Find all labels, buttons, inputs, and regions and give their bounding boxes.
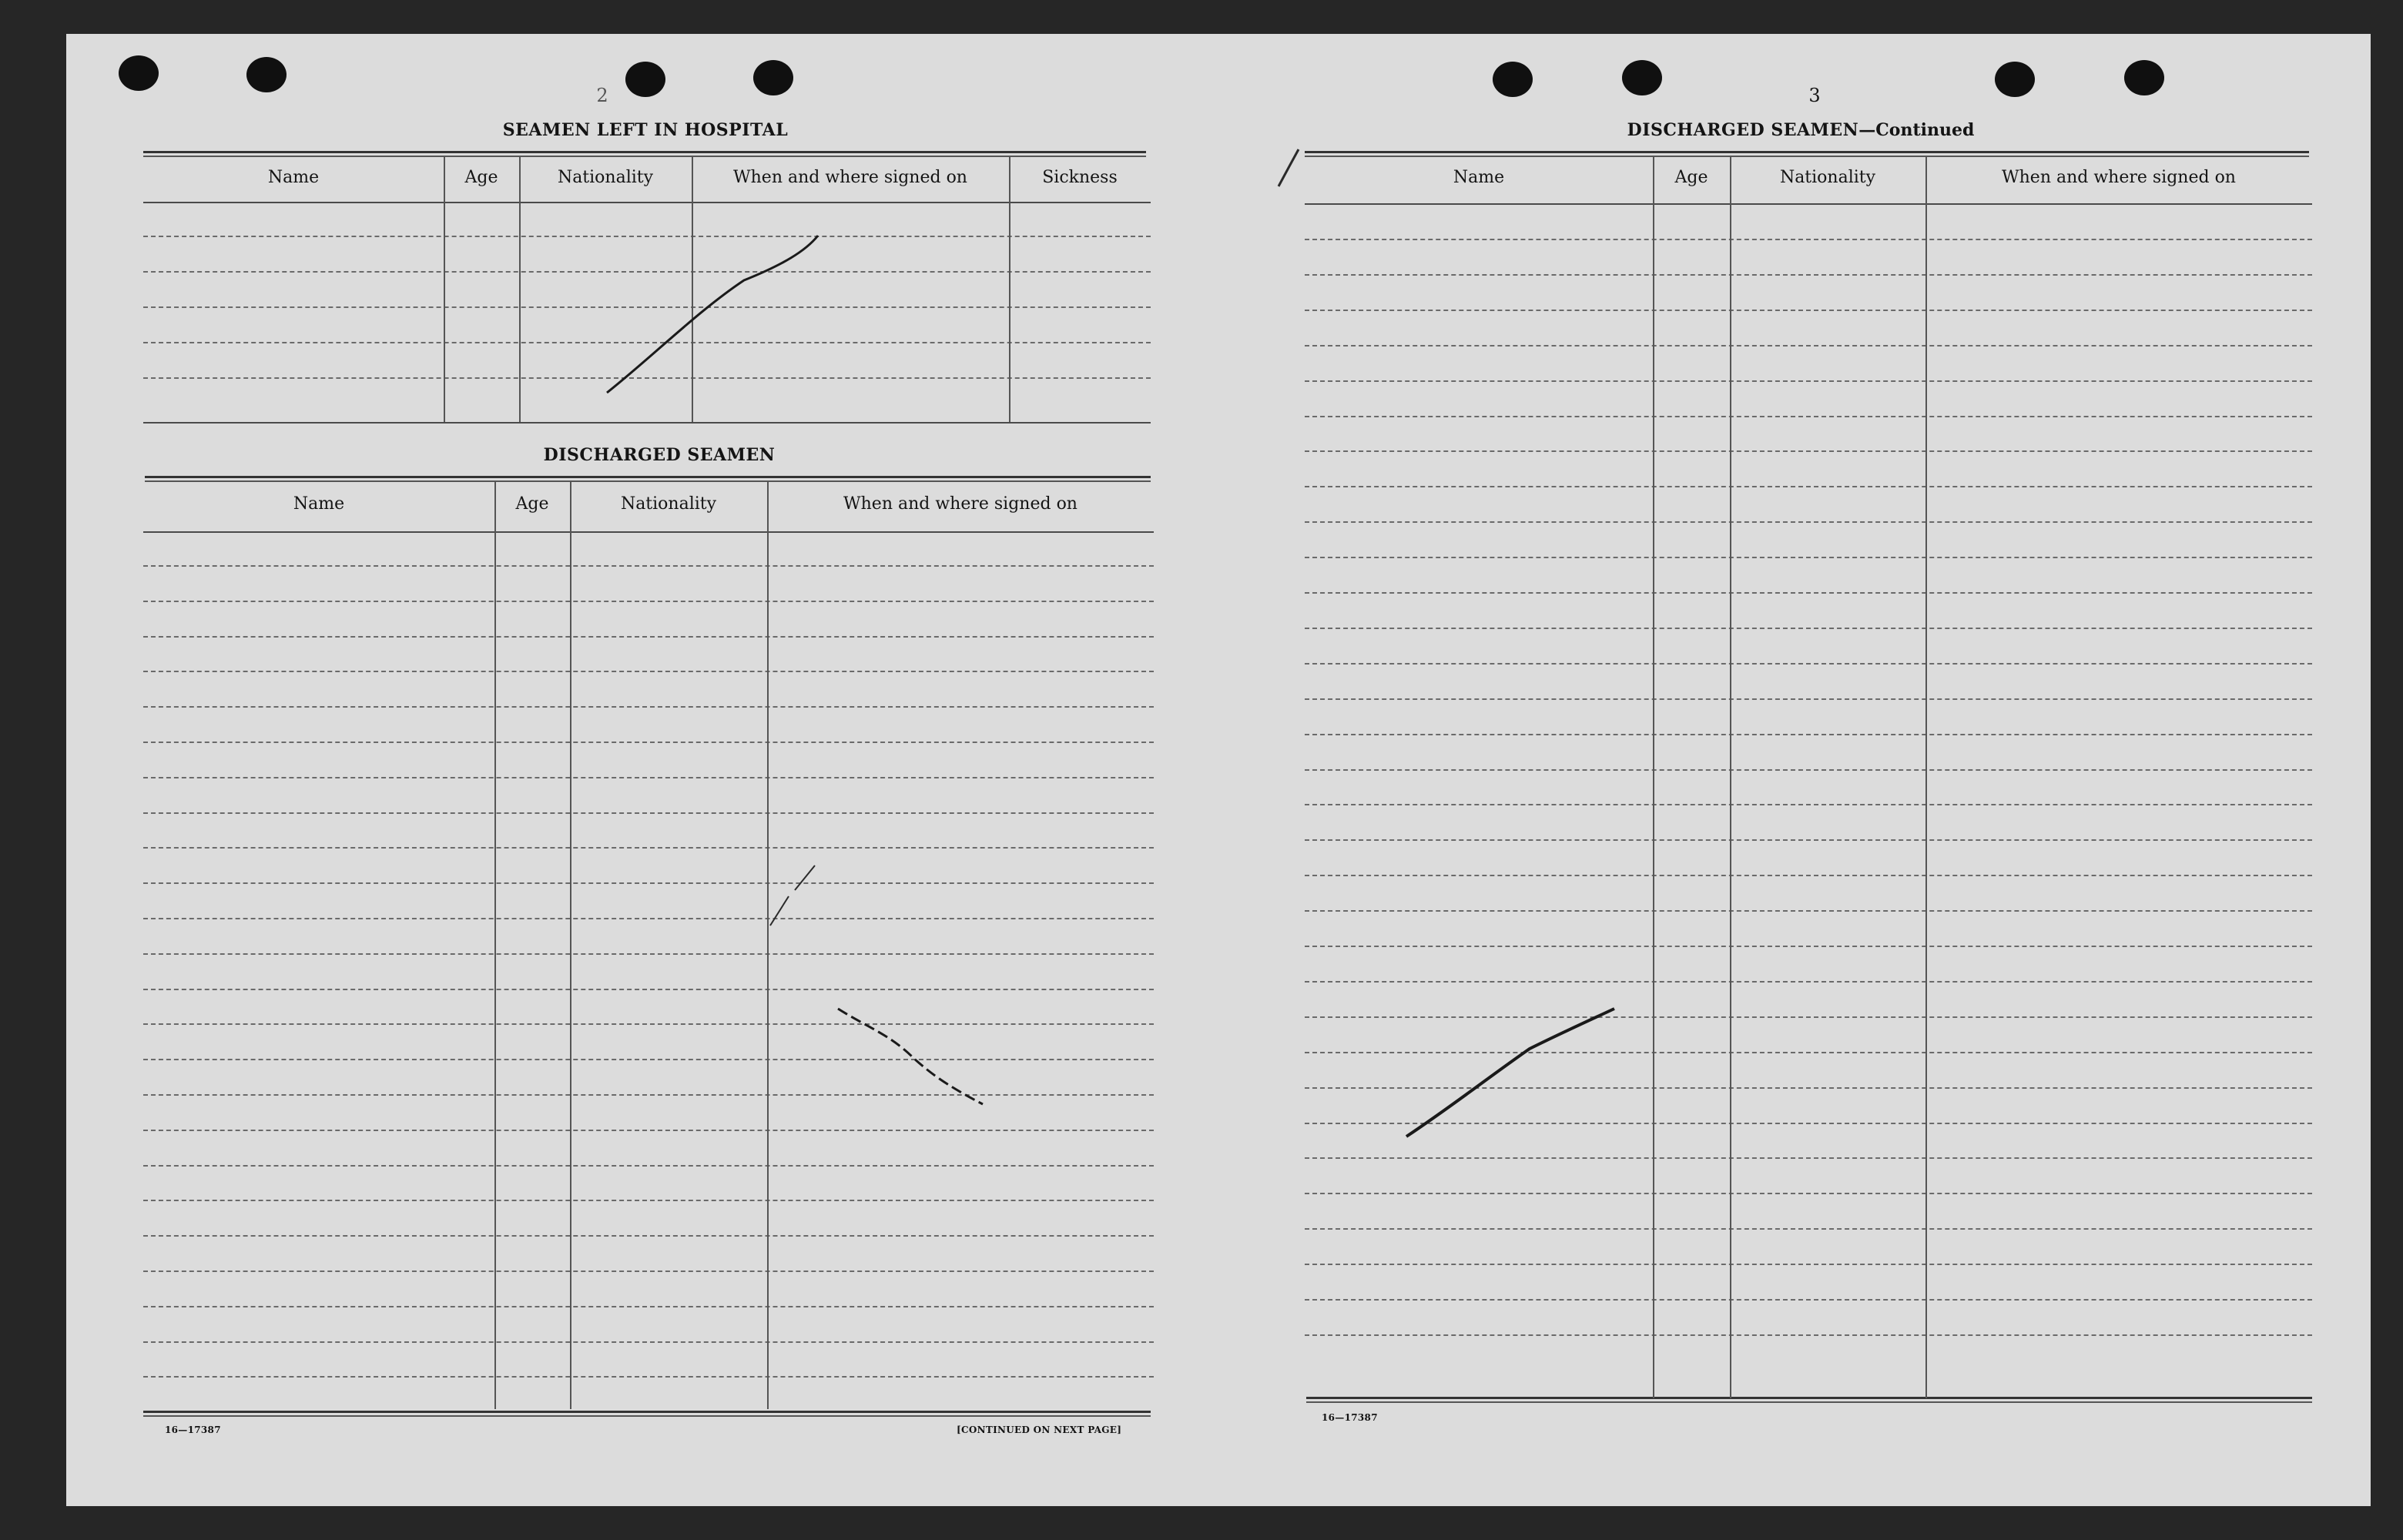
- column-divider: [1653, 156, 1654, 1398]
- column-header-nationality: Nationality: [1779, 168, 1876, 187]
- table-row: [1305, 1123, 2312, 1124]
- column-header-age: Age: [515, 494, 549, 514]
- form-number: 16—17387: [165, 1424, 221, 1435]
- column-header-nationality: Nationality: [620, 494, 717, 514]
- table-row: [1305, 946, 2312, 947]
- column-header-signed-on: When and where signed on: [2002, 168, 2236, 187]
- table-row: [143, 1376, 1154, 1378]
- table-row: [1305, 1228, 2312, 1230]
- table-row: [1305, 521, 2312, 523]
- punch-hole: [625, 62, 665, 97]
- punch-hole: [1995, 62, 2035, 97]
- column-header-name: Name: [267, 168, 320, 187]
- column-header-nationality: Nationality: [557, 168, 654, 187]
- table-row: [1305, 486, 2312, 487]
- column-divider: [767, 480, 769, 1409]
- table-row: [1305, 628, 2312, 629]
- table-row: [143, 342, 1151, 343]
- table-row: [1305, 1264, 2312, 1265]
- table-row: [143, 636, 1154, 638]
- form-number: 16—17387: [1322, 1412, 1378, 1423]
- punch-hole: [246, 57, 287, 92]
- table-row: [1305, 274, 2312, 276]
- table-row: [143, 812, 1154, 814]
- table-row: [1305, 734, 2312, 735]
- table-row: [143, 236, 1151, 237]
- table-row: [1305, 1193, 2312, 1194]
- table-row: [1305, 839, 2312, 841]
- column-header-name: Name: [1453, 168, 1505, 187]
- table-row: [143, 1094, 1154, 1096]
- table-row: [1305, 1087, 2312, 1089]
- punch-hole: [119, 55, 159, 91]
- scanned-form-spread: [66, 34, 2371, 1506]
- punch-hole: [2124, 60, 2164, 95]
- column-divider: [1730, 156, 1731, 1398]
- column-divider: [1009, 156, 1010, 422]
- table-row: [143, 1165, 1154, 1167]
- section-rule: [1305, 151, 2309, 157]
- column-header-signed-on: When and where signed on: [733, 168, 967, 187]
- table-row: [143, 601, 1154, 602]
- section-title: DISCHARGED SEAMEN: [543, 445, 776, 465]
- table-row: [1305, 875, 2312, 876]
- section-title-suffix: —Continued: [1858, 120, 1975, 140]
- table-row: [143, 1130, 1154, 1131]
- table-row: [1305, 1334, 2312, 1336]
- table-bottom-rule: [1306, 1397, 2312, 1403]
- section-rule: [145, 476, 1151, 482]
- column-divider: [494, 480, 496, 1409]
- table-row: [1305, 310, 2312, 311]
- table-row: [143, 1200, 1154, 1201]
- table-row: [143, 882, 1154, 884]
- table-row: [1305, 698, 2312, 700]
- column-divider: [570, 480, 571, 1409]
- table-row: [1305, 416, 2312, 417]
- section-title-main: DISCHARGED SEAMEN: [1627, 120, 1859, 140]
- section-rule: [143, 151, 1146, 157]
- section-title: [1627, 120, 1975, 140]
- table-row: [1305, 345, 2312, 346]
- column-divider: [519, 156, 521, 422]
- header-rule: [1305, 203, 2312, 205]
- continued-note: [CONTINUED ON NEXT PAGE]: [957, 1424, 1122, 1435]
- header-rule: [143, 202, 1151, 203]
- column-header-age: Age: [464, 168, 498, 187]
- header-rule: [143, 531, 1154, 533]
- table-bottom-rule: [143, 422, 1151, 424]
- table-row: [1305, 1299, 2312, 1301]
- table-row: [1305, 769, 2312, 771]
- table-row: [143, 1023, 1154, 1025]
- table-row: [143, 1306, 1154, 1307]
- punch-hole: [753, 60, 793, 95]
- table-row: [1305, 450, 2312, 452]
- table-row: [143, 706, 1154, 708]
- table-row: [143, 918, 1154, 919]
- page-number: 2: [596, 85, 608, 106]
- column-header-sickness: Sickness: [1042, 168, 1118, 187]
- table-row: [1305, 1016, 2312, 1018]
- punch-hole: [1622, 60, 1662, 95]
- table-row: [143, 377, 1151, 379]
- table-bottom-rule: [143, 1411, 1151, 1417]
- table-row: [143, 671, 1154, 672]
- table-row: [143, 742, 1154, 743]
- table-row: [1305, 910, 2312, 912]
- column-divider: [444, 156, 445, 422]
- column-header-name: Name: [293, 494, 345, 514]
- table-row: [143, 271, 1151, 273]
- table-row: [1305, 804, 2312, 805]
- table-row: [143, 777, 1154, 778]
- table-row: [143, 565, 1154, 567]
- table-row: [1305, 663, 2312, 665]
- punch-hole: [1493, 62, 1533, 97]
- table-row: [143, 989, 1154, 990]
- table-row: [1305, 592, 2312, 594]
- column-header-age: Age: [1674, 168, 1708, 187]
- column-divider: [1925, 156, 1927, 1398]
- table-row: [1305, 380, 2312, 382]
- table-row: [143, 1270, 1154, 1272]
- table-row: [143, 1341, 1154, 1343]
- table-row: [143, 847, 1154, 849]
- table-row: [1305, 981, 2312, 983]
- table-row: [143, 1235, 1154, 1237]
- table-row: [143, 306, 1151, 308]
- page-number: 3: [1808, 85, 1821, 106]
- table-row: [1305, 1052, 2312, 1053]
- table-row: [1305, 557, 2312, 558]
- section-title: SEAMEN LEFT IN HOSPITAL: [502, 120, 789, 140]
- table-row: [143, 953, 1154, 955]
- column-header-signed-on: When and where signed on: [843, 494, 1077, 514]
- table-row: [143, 1059, 1154, 1060]
- column-divider: [692, 156, 693, 422]
- table-row: [1305, 1157, 2312, 1159]
- table-row: [1305, 239, 2312, 240]
